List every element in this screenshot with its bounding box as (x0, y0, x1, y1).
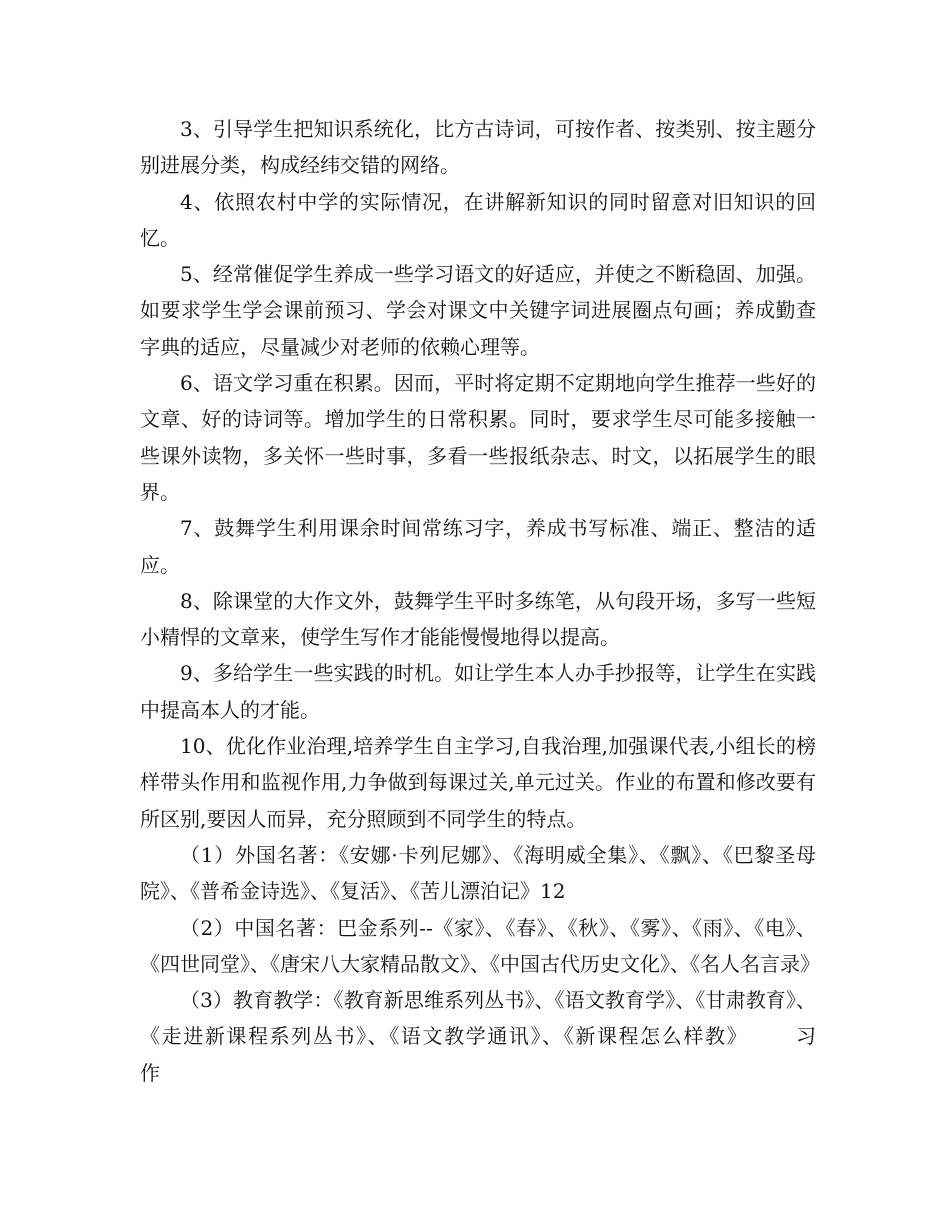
paragraph-10: 10、优化作业治理,培养学生自主学习,自我治理,加强课代表,小组长的榜样带头作用和监视作用,力争做到每课过关,单元过关。作业的布置和修改要有所区别,要因人而异，充分照顾到不同学生的特点。 (140, 734, 816, 831)
paragraph-3: 3、引导学生把知识系统化，比方古诗词，可按作者、按类别、按主题分别进展分类，构成经纬交错的网络。 (140, 117, 816, 178)
reading-list-chinese: （2）中国名著：巴金系列--《家》、《春》、《秋》、《雾》、《雨》、《电》、《四世同堂》、《唐宋八大家精品散文》、《中国古代历史文化》、《名人名言录》 (140, 915, 820, 976)
document-page (140, 111, 855, 1091)
paragraph-6: 6、语文学习重在积累。因而，平时将定期不定期地向学生推荐一些好的文章、好的诗词等。增加学生的日常积累。同时，要求学生尽可能多接触一些课外读物，多关怀一些时事，多看一些报纸杂志、时文，以拓展学生的眼界。 (140, 371, 816, 504)
paragraph-9: 9、多给学生一些实践的时机。如让学生本人办手抄报等，让学生在实践中提高本人的才能。 (140, 661, 816, 722)
paragraph-8: 8、除课堂的大作文外，鼓舞学生平时多练笔，从句段开场，多写一些短小精悍的文章来，使学生写作才能能慢慢地得以提高。 (140, 588, 816, 650)
reading-list-education: （3）教育教学：《教育新思维系列丛书》、《语文教育学》、《甘肃教育》、《走进新课程系列丛书》、《语文教学通讯》、《新课程怎么样教》 习 作 (140, 988, 855, 1085)
paragraph-7: 7、鼓舞学生利用课余时间常练习字，养成书写标准、端正、整洁的适应。 (140, 516, 816, 577)
reading-list-foreign: （1）外国名著：《安娜·卡列尼娜》、《海明威全集》、《飘》、《巴黎圣母院》、《普希金诗选》、《复活》、《苦儿漂泊记》12 (140, 842, 816, 904)
paragraph-5: 5、经常催促学生养成一些学习语文的好适应，并使之不断稳固、加强。如要求学生学会课前预习、学会对课文中关键字词进展圈点句画；养成勤查字典的适应，尽量减少对老师的依赖心理等。 (140, 262, 816, 359)
paragraph-4: 4、依照农村中学的实际情况，在讲解新知识的同时留意对旧知识的回忆。 (140, 189, 816, 250)
